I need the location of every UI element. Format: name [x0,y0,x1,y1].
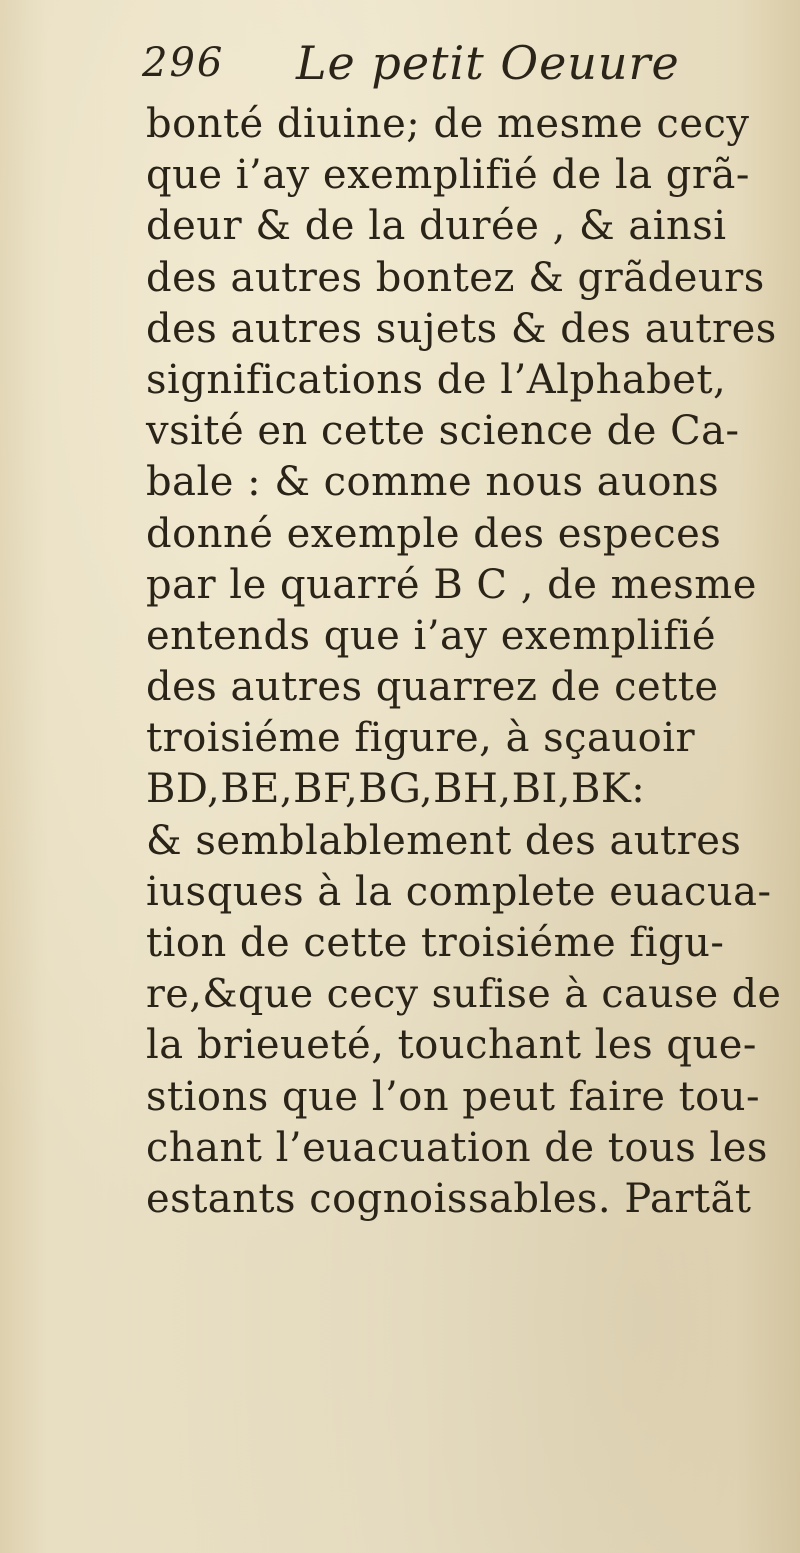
text-line: par le quarré B C , de mesme [146,561,757,608]
text-line: la brieueté, touchant les que- [146,1022,757,1069]
text-line: des autres quarrez de cette [146,664,719,711]
text-line: bonté diuine; de mesme cecy [146,101,750,147]
text-line: des autres sujets & des autres [146,305,777,352]
text-line: stions que l’on peut faire tou- [146,1073,761,1120]
text-line: deur & de la durée , & ainsi [146,203,727,250]
page-header [142,30,742,100]
text-line: significations de l’Alphabet, [146,356,727,403]
text-line: tion de cette troisiéme figu- [146,920,725,966]
text-line: estants cognoissables. Partãt [146,1175,752,1222]
text-line: vsité en cette science de Ca- [146,408,740,455]
text-line: des autres bontez & grãdeurs [146,254,765,301]
text-line: iusques à la complete euacua- [146,868,772,915]
text-line: BD,BE,BF,BG,BH,BI,BK: [146,766,646,813]
text-line: que i’ay exemplifié de la grã- [146,152,750,199]
text-line: & semblablement des autres [146,817,742,864]
text-line: entends que i’ay exemplifié [146,612,717,659]
running-title: Le petit Oeuure [296,36,680,90]
text-line: troisiéme figure, à sçauoir [146,715,696,762]
text-line: donné exemple des especes [146,510,722,557]
text-line: bale : & comme nous auons [146,459,720,506]
text-line: chant l’euacuation de tous les [146,1124,768,1171]
text-line: re,&que cecy sufise à cause de [146,971,782,1018]
page-number: 296 [142,40,225,86]
body-text [146,99,786,1225]
